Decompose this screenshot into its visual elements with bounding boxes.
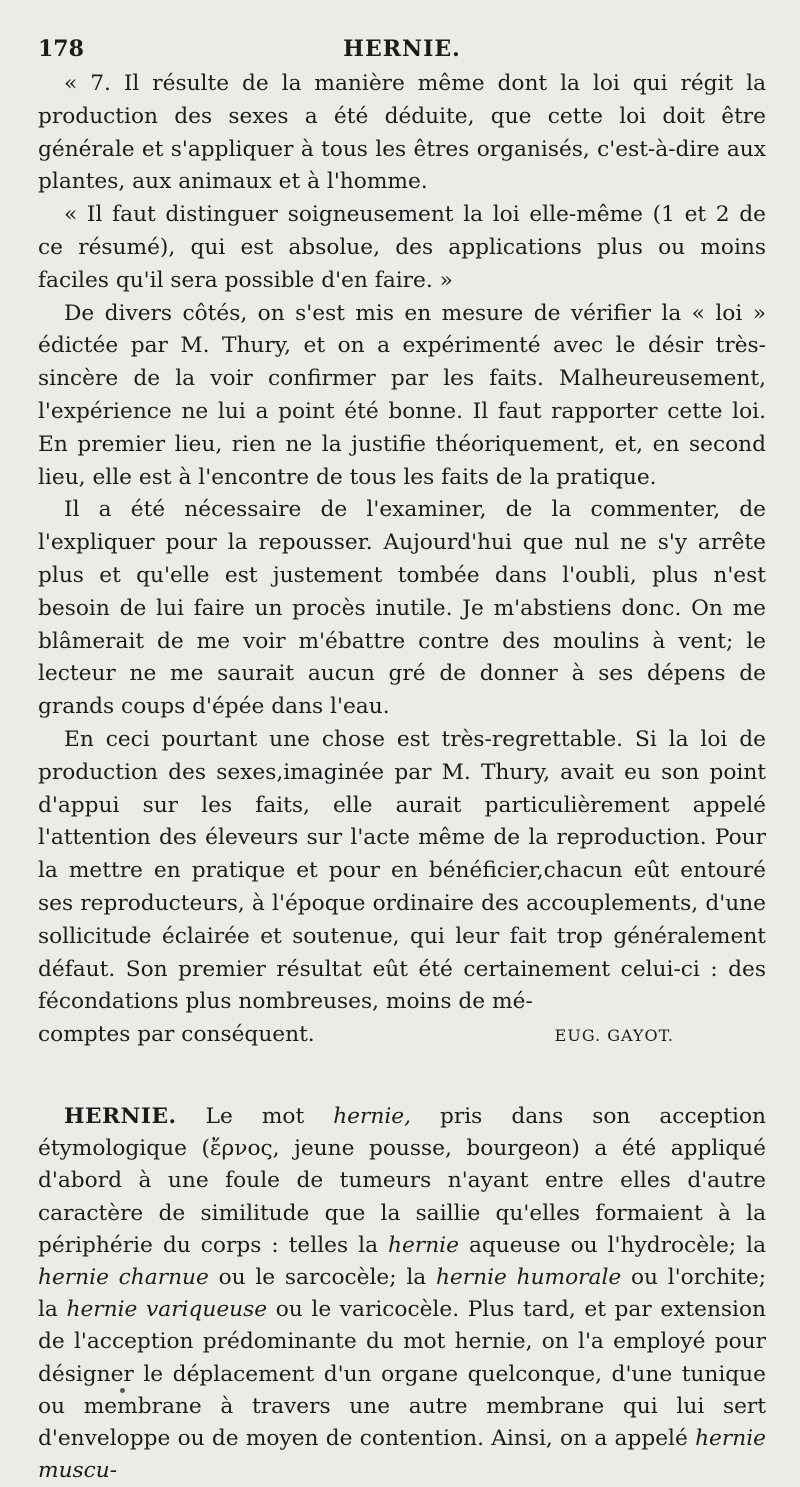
closing-line	[38, 1019, 766, 1053]
entry-text-2: pris dans son acception étymologique (ἔρνος, jeune pousse, bourgeon) a été appliqué d'abord à une foule de tumeurs n'ayant entre elles d'autre caractère de similitude que la saillie qu'elles formaient à la périphérie du corps : telles la	[38, 1103, 766, 1258]
entry-italic-6: hernie muscu-	[38, 1425, 766, 1484]
printer-mark	[120, 1388, 125, 1393]
section-gap	[38, 1053, 766, 1101]
running-head: HERNIE.	[343, 36, 461, 62]
paragraph-regrettable: En ceci pourtant une chose est très-regrettable. Si la loi de production des sexes,imaginée par M. Thury, avait eu son point d'appui sur les faits, elle aurait particulièrement appelé l'attention des éleveurs sur l'acte même de la reproduction. Pour la mettre en pratique et pour en bénéficier,chacun eût entouré ses reproducteurs, à l'époque ordinaire des accouplements, d'une sollicitude éclairée et soutenue, qui leur fait trop généralement défaut. Son premier résultat eût été certainement celui-ci : des fécondations plus nombreuses, moins de mé-	[38, 726, 766, 1015]
closing-text: comptes par conséquent.	[38, 1022, 315, 1048]
paragraph-quote-distinction: « Il faut distinguer soigneusement la loi elle-même (1 et 2 de ce résumé), qui est absolue, des applications plus ou moins faciles qu'il sera possible d'en faire. »	[38, 202, 766, 293]
entry-text-6: ou le varicocèle. Plus tard, et par extension de l'acception prédominante du mot hernie, on l'a employé pour désigner le déplacement d'un organe quelconque, d'une tunique ou membrane à travers une autre membrane qui lui sert d'enveloppe ou de moyen de contention. Ainsi, on a appelé	[38, 1297, 766, 1451]
page-header	[38, 28, 766, 68]
author-signature: EUG. GAYOT.	[554, 1026, 674, 1046]
paragraph-quote-7: « 7. Il résulte de la manière même dont la loi qui régit la production des sexes a été déduite, que cette loi doit être générale et s'appliquer à tous les êtres organisés, c'est-à-dire aux plantes, aux animaux et à l'homme.	[38, 71, 766, 195]
entry-text-4: ou le sarcocèle; la	[208, 1264, 436, 1290]
page-number: 178	[38, 36, 84, 62]
entry-hernie	[38, 1101, 766, 1487]
entry-italic-2: hernie	[388, 1232, 459, 1258]
entry-italic-4: hernie humorale	[435, 1264, 622, 1290]
entry-text-5: ou l'orchite; la	[38, 1264, 767, 1323]
entry-italic-1: hernie,	[333, 1103, 411, 1129]
entry-italic-5: hernie variqueuse	[66, 1297, 268, 1323]
paragraph-abstain: Il a été nécessaire de l'examiner, de la commenter, de l'expliquer pour la repousser. Aujourd'hui que nul ne s'y arrête plus et qu'elle est justement tombée dans l'oubli, plus n'est besoin de lui faire un procès inutile. Je m'abstiens donc. On me blâmerait de me voir m'ébattre contre des moulins à vent; le lecteur ne me saurait aucun gré de donner à ses dépens de grands coups d'épée dans l'eau.	[38, 497, 766, 720]
entry-text-3: aqueuse ou l'hydrocèle; la	[458, 1232, 766, 1258]
entry-italic-3: hernie charnue	[38, 1264, 209, 1290]
entry-headword: HERNIE.	[64, 1103, 177, 1129]
entry-text-1: Le mot	[176, 1103, 334, 1129]
paragraph-thury-law: De divers côtés, on s'est mis en mesure de vérifier la « loi » édictée par M. Thury, et on a expérimenté avec le désir très-sincère de la voir confirmer par les faits. Malheureusement, l'expérience ne lui a point été bonne. Il faut rapporter cette loi. En premier lieu, rien ne la justifie théoriquement, et, en second lieu, elle est à l'encontre de tous les faits de la pratique.	[38, 300, 766, 490]
